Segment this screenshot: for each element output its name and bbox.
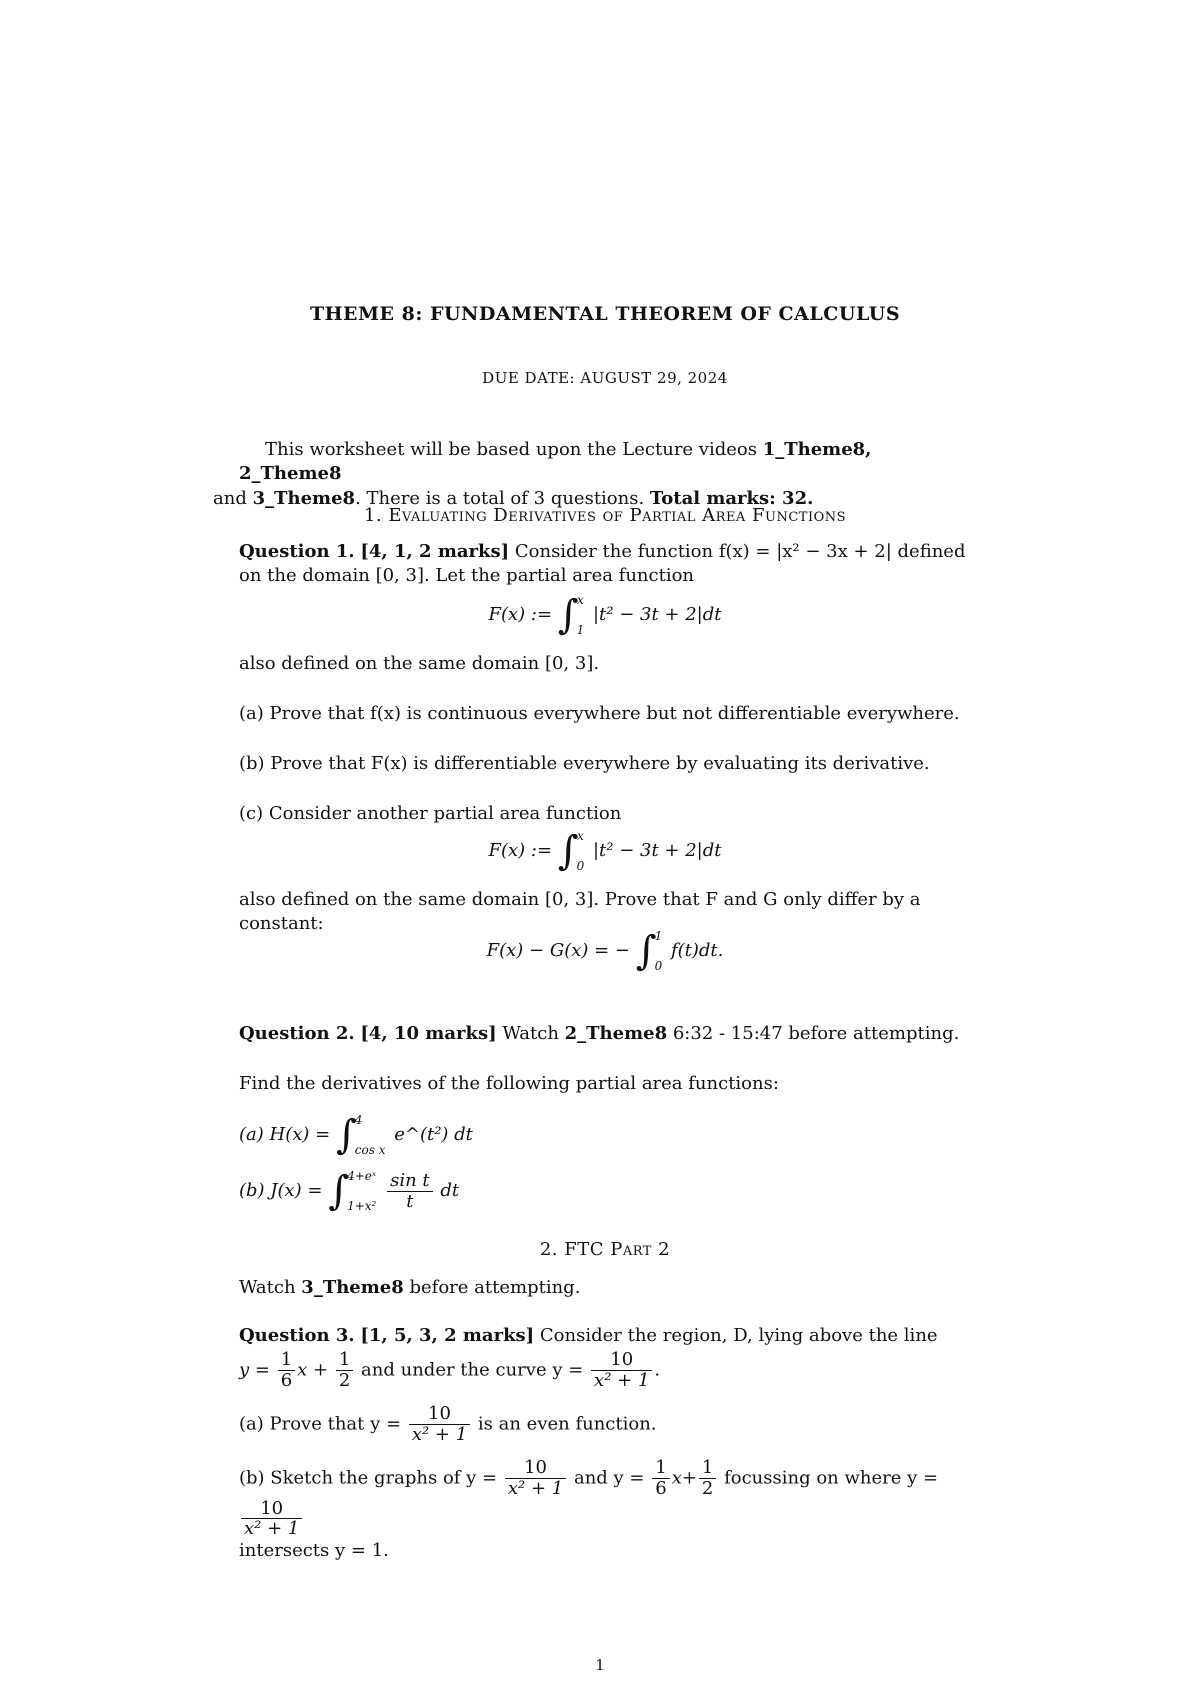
s2-text-1: Watch	[239, 1277, 302, 1298]
due-date: DUE DATE: AUGUST 29, 2024	[482, 369, 728, 387]
question-3	[239, 1324, 971, 1348]
q3b-text-2: and y =	[568, 1467, 645, 1489]
q3-f1-num: 1	[278, 1350, 295, 1371]
page-title: THEME 8: FUNDAMENTAL THEOREM OF CALCULUS	[309, 303, 901, 325]
intro-video-3: 3_Theme8	[252, 487, 356, 509]
q3-frac-3	[591, 1350, 652, 1391]
eq3-lhs: F(x) − G(x) = −	[486, 940, 631, 961]
section-1-heading: 1. Evaluating Derivatives of Partial Area Functions	[363, 505, 847, 526]
section-2-heading: 2. FTC Part 2	[539, 1239, 671, 1260]
q1-text-5-line: constant:	[239, 913, 324, 935]
q3-x: x +	[297, 1359, 329, 1381]
q2-text-1: Watch	[496, 1023, 565, 1044]
q3b-f3-den: x² + 1	[244, 1518, 300, 1540]
section-2-text	[239, 1276, 971, 1300]
intro-videos: 1_Theme8, 2_Theme8	[239, 439, 872, 485]
q3b-frac-2	[699, 1458, 716, 1499]
intro-paragraph	[213, 438, 971, 511]
q3a-den: x² + 1	[411, 1423, 468, 1445]
q2b-upper: 4+eˣ	[347, 1169, 377, 1183]
q1-text-2: on the domain [0, 3]. Let the partial area function	[239, 565, 695, 587]
intro-text-2: and	[213, 487, 253, 509]
q1-equation-2	[239, 828, 971, 874]
q3b-num: 10	[505, 1458, 566, 1479]
q3b-text-4: focussing on where y =	[718, 1467, 939, 1489]
integral-sign: ∫ 4+eˣ 1+x²	[328, 1168, 377, 1214]
eq3-lower: 0	[654, 958, 663, 973]
q2-part-b	[239, 1168, 971, 1214]
eq2-lower: 0	[576, 858, 585, 873]
q2b-fraction	[387, 1171, 433, 1212]
q2b-den: t	[406, 1190, 414, 1212]
q3-label: Question 3.	[239, 1325, 355, 1346]
q2b-rhs: dt	[440, 1180, 460, 1201]
q3a-num: 10	[409, 1404, 470, 1425]
eq1-lower: 1	[576, 622, 585, 637]
integral-sign: ∫ 4 cos x	[335, 1112, 386, 1158]
q3-part-a	[239, 1404, 971, 1445]
q3-text-2: and under the curve y =	[355, 1359, 584, 1381]
integral-sign: ∫ 1 0	[635, 928, 663, 974]
q2a-upper: 4	[354, 1113, 363, 1127]
question-1	[239, 540, 971, 589]
q3-frac-1	[278, 1350, 295, 1391]
q3-f3-den: x² + 1	[594, 1369, 650, 1391]
q3b-frac-3	[241, 1499, 302, 1540]
q3-part-b	[239, 1458, 971, 1563]
q1-equation-1	[239, 592, 971, 638]
q1-equation-3	[239, 928, 971, 974]
q3b-text-5: intersects y = 1.	[239, 1540, 389, 1562]
q2-marks: [4, 10 marks]	[360, 1023, 497, 1044]
eq1-rhs: |t² − 3t + 2|dt	[592, 604, 722, 625]
q2a-lhs: (a) H(x) =	[239, 1124, 331, 1145]
q3b-f3-num: 10	[241, 1499, 302, 1520]
q2a-lower: cos x	[354, 1142, 386, 1157]
intro-text: This worksheet will be based upon the Lecture videos	[265, 439, 763, 460]
question-2	[239, 1022, 971, 1046]
q3-f2-num: 1	[336, 1350, 353, 1371]
eq1-upper: x	[577, 593, 584, 607]
q3-f3-num: 10	[591, 1350, 652, 1371]
q3-y: y =	[239, 1359, 270, 1381]
q1-part-a: (a) Prove that f(x) is continuous everywhere but not differentiable everywhere.	[239, 703, 960, 724]
q3b-text: (b) Sketch the graphs of y =	[239, 1467, 498, 1489]
q3-marks: [1, 5, 3, 2 marks]	[360, 1325, 535, 1346]
eq2-rhs: |t² − 3t + 2|dt	[592, 840, 722, 861]
eq3-upper: 1	[654, 929, 663, 943]
eq2-upper: x	[577, 829, 584, 843]
eq2-lhs: F(x) :=	[488, 840, 553, 861]
eq3-rhs: f(t)dt.	[670, 940, 724, 961]
q3b-f1-den: 6	[655, 1477, 667, 1499]
q3b-text-3: x+	[671, 1467, 697, 1489]
q3b-frac	[505, 1458, 566, 1499]
q2a-rhs: e^(t²) dt	[394, 1124, 473, 1145]
q3b-f2-num: 1	[699, 1458, 716, 1479]
q3a-text: (a) Prove that y =	[239, 1413, 402, 1435]
q2-video: 2_Theme8	[564, 1023, 668, 1044]
q3-f1-den: 6	[280, 1369, 293, 1391]
q3a-text-2: is an even function.	[472, 1413, 657, 1435]
intro-text-3: . There is a total of 3 questions.	[355, 487, 650, 509]
q1-part-c: (c) Consider another partial area function	[239, 803, 622, 824]
q1-marks: [4, 1, 2 marks]	[360, 541, 510, 562]
q2b-lower: 1+x²	[347, 1198, 377, 1213]
q3-line-2: y = $\frac{1}{6}$ x + $\frac{1}{2}$ and under the curve y = $\frac{10}{\text{x² + 1}}$ .	[239, 1349, 661, 1391]
q3b-frac-1	[652, 1458, 669, 1499]
s2-video: 3_Theme8	[301, 1277, 404, 1298]
q3-text-1: Consider the region, D, lying above the line	[534, 1325, 938, 1346]
q2-text-3: Find the derivatives of the following partial area functions:	[239, 1073, 779, 1094]
q2b-lhs: (b) J(x) =	[239, 1180, 323, 1201]
integral-sign: ∫ x 1	[557, 592, 585, 638]
q1-text-4-line: also defined on the same domain [0, 3]. Prove that F and G only differ by a	[239, 889, 921, 910]
q3b-f1-num: 1	[652, 1458, 669, 1479]
q1-text-3: also defined on the same domain [0, 3].	[239, 653, 600, 674]
total-marks: Total marks: 32.	[649, 487, 814, 509]
q3-frac-2	[336, 1350, 353, 1391]
integral-sign: ∫ x 0	[557, 828, 585, 874]
q3-f2-den: 2	[338, 1369, 351, 1391]
s2-text-2: before attempting.	[403, 1277, 581, 1298]
q3b-den: x² + 1	[507, 1477, 564, 1499]
q1-label: Question 1.	[239, 541, 355, 562]
page-number: 1	[595, 1656, 605, 1674]
q3a-frac	[409, 1404, 470, 1445]
q1-part-b: (b) Prove that F(x) is differentiable everywhere by evaluating its derivative.	[239, 753, 930, 774]
q2-label: Question 2.	[239, 1023, 355, 1044]
eq1-lhs: F(x) :=	[488, 604, 553, 625]
q3b-f2-den: 2	[701, 1477, 714, 1499]
q2-part-a	[239, 1112, 971, 1158]
q2b-num: sin t	[387, 1171, 433, 1192]
q1-text-1: Consider the function f(x) = |x² − 3x + 2| defined	[509, 541, 966, 562]
q2-text-2: 6:32 - 15:47 before attempting.	[667, 1023, 960, 1044]
